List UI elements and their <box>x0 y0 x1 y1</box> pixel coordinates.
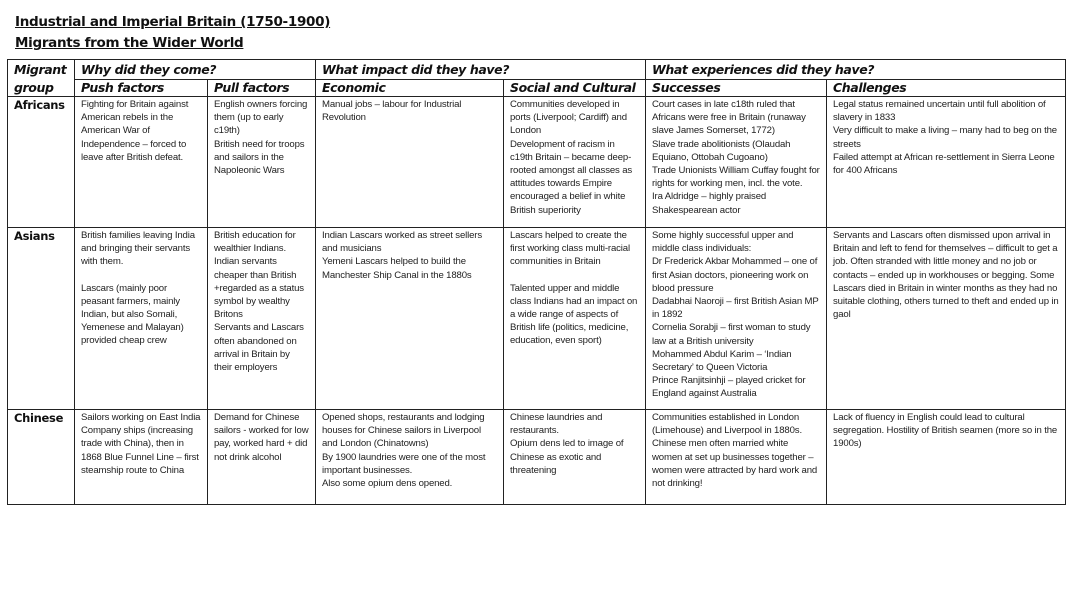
challenges-cell <box>827 97 1066 228</box>
table-row-africans <box>8 97 1066 228</box>
paragraph-gap <box>510 269 639 282</box>
cell-text: Legal status remained uncertain until full abolition of slavery in 1833 <box>833 99 1046 124</box>
social-cultural-cell <box>504 410 646 505</box>
cell-text: Communities established in London (Limehouse) and Liverpool in 1880s. Chinese men often married white women at set up businesses together – women were attracted by hard work and not drinking! <box>652 412 818 490</box>
header-successes: Successes <box>646 80 827 97</box>
cell-text: Lack of fluency in English could lead to cultural segregation. Hostility of British seamen (more so in the 1900s) <box>833 412 1058 450</box>
header-social-cultural: Social and Cultural <box>504 80 646 97</box>
cell-text: Prince Ranjitsinhji – played cricket for England against Australia <box>652 375 806 400</box>
cell-text: Indian servants cheaper than British +regarded as a status symbol by wealthy Britons <box>214 256 304 321</box>
pull-factors-cell <box>208 410 316 505</box>
cell-text: Fighting for Britain against American rebels in the American War of Independence – forced to leave after British defeat. <box>81 99 189 163</box>
header-why-did-they-come: Why did they come? <box>75 60 316 80</box>
cell-text: By 1900 laundries were one of the most important businesses. <box>322 451 486 476</box>
cell-text: Failed attempt at African re-settlement in Sierra Leone for 400 Africans <box>833 151 1055 177</box>
header-push-factors: Push factors <box>75 80 208 97</box>
header-challenges: Challenges <box>827 80 1066 97</box>
successes-cell <box>646 228 827 410</box>
document-subtitle: Migrants from the Wider World <box>15 35 244 51</box>
economic-cell <box>316 410 504 505</box>
cell-text: Sailors working on East India Company ships (increasing trade with China), then in 1868 Blue Funnel Line – first steamship route to China <box>81 412 201 476</box>
cell-text: Ira Aldridge – highly praised Shakespearean actor <box>652 191 767 216</box>
cell-text: Slave trade abolitionists (Olaudah Equiano, Ottobah Cugoano) <box>652 138 791 163</box>
successes-cell <box>646 410 827 505</box>
cell-text: Indian Lascars worked as street sellers and musicians <box>322 230 482 255</box>
paragraph-gap <box>81 269 201 282</box>
cell-text: Manual jobs – labour for Industrial Revolution <box>322 99 462 124</box>
pull-factors-cell <box>208 228 316 410</box>
economic-cell <box>316 97 504 228</box>
document-title: Industrial and Imperial Britain (1750-1900) <box>15 14 331 30</box>
cell-text: Mohammed Abdul Karim – ‘Indian Secretary’ to Queen Victoria <box>652 348 792 374</box>
cell-text: Communities developed in ports (Liverpool; Cardiff) and London <box>510 99 627 137</box>
cell-text: Lascars (mainly poor peasant farmers, mainly Indian, but also Somali, Yemenese and Malayan) provided cheap crew <box>81 282 184 347</box>
document-titles <box>15 12 330 54</box>
header-economic: Economic <box>316 80 504 97</box>
cell-text: Lascars helped to create the first working class multi-racial communities in Britain <box>510 230 630 268</box>
economic-cell <box>316 228 504 410</box>
cell-text: Cornelia Sorabji – first woman to study law at a British university <box>652 322 811 347</box>
cell-text: British need for troops and sailors in the Napoleonic Wars <box>214 138 305 177</box>
push-factors-cell <box>75 228 208 410</box>
push-factors-cell <box>75 97 208 228</box>
group-label: Asians <box>8 228 75 410</box>
cell-text: Servants and Lascars often dismissed upon arrival in Britain and left to fend for themselves – difficult to get a job. Often stranded with little money and no job or contacts – ended up in workhouses or begging. Some Lascars died in Britain in winter months as they had no suitable clothing, others turned to theft and ended up in gaol <box>833 230 1059 321</box>
successes-cell <box>646 97 827 228</box>
cell-text: Some highly successful upper and middle class individuals: <box>652 230 794 255</box>
cell-text: Opened shops, restaurants and lodging houses for Chinese sailors in Liverpool and London (Chinatowns) <box>322 412 485 450</box>
social-cultural-cell <box>504 97 646 228</box>
header-row-sub <box>8 80 1066 97</box>
cell-text: English owners forcing them (up to early c19th) <box>214 99 308 137</box>
table-row-chinese <box>8 410 1066 505</box>
cell-text: Development of racism in c19th Britain – became deep-rooted amongst all classes as attitudes towards Empire encouraged a belief in white British superiority <box>510 138 633 216</box>
header-pull-factors: Pull factors <box>208 80 316 97</box>
cell-text: Servants and Lascars often abandoned on arrival in Britain by their employers <box>214 322 304 374</box>
cell-text: Demand for Chinese sailors - worked for low pay, worked hard + did not drink alcohol <box>214 412 309 463</box>
cell-text: Yemeni Lascars helped to build the Manchester Ship Canal in the 1880s <box>322 256 472 281</box>
header-impact: What impact did they have? <box>316 60 646 80</box>
header-group: group <box>8 80 75 97</box>
cell-text: Court cases in late c18th ruled that Africans were free in Britain (runaway slave James Somerset, 1772) <box>652 99 806 137</box>
cell-text: Very difficult to make a living – many had to beg on the streets <box>833 125 1057 150</box>
header-row-top <box>8 60 1066 80</box>
cell-text: British education for wealthier Indians. <box>214 230 296 255</box>
group-label: Africans <box>8 97 75 228</box>
pull-factors-cell <box>208 97 316 228</box>
push-factors-cell <box>75 410 208 505</box>
migrants-table <box>7 59 1066 505</box>
group-label: Chinese <box>8 410 75 505</box>
cell-text: Dadabhai Naoroji – first British Asian MP in 1892 <box>652 296 819 321</box>
cell-text: Also some opium dens opened. <box>322 478 453 490</box>
social-cultural-cell <box>504 228 646 410</box>
cell-text: Trade Unionists William Cuffay fought for rights for working men, incl. the vote. <box>652 165 820 190</box>
cell-text: Dr Frederick Akbar Mohammed – one of first Asian doctors, pioneering work on blood pressure <box>652 256 818 294</box>
cell-text: Talented upper and middle class Indians had an impact on a wide range of aspects of British life (politics, medicine, education, even sport) <box>510 282 638 347</box>
challenges-cell <box>827 410 1066 505</box>
cell-text: British families leaving India and bringing their servants with them. <box>81 230 195 268</box>
header-experiences: What experiences did they have? <box>646 60 1066 80</box>
header-migrant: Migrant <box>8 60 75 80</box>
challenges-cell <box>827 228 1066 410</box>
table-row-asians <box>8 228 1066 410</box>
cell-text: Opium dens led to image of Chinese as exotic and threatening <box>510 438 624 476</box>
cell-text: Chinese laundries and restaurants. <box>510 412 603 437</box>
